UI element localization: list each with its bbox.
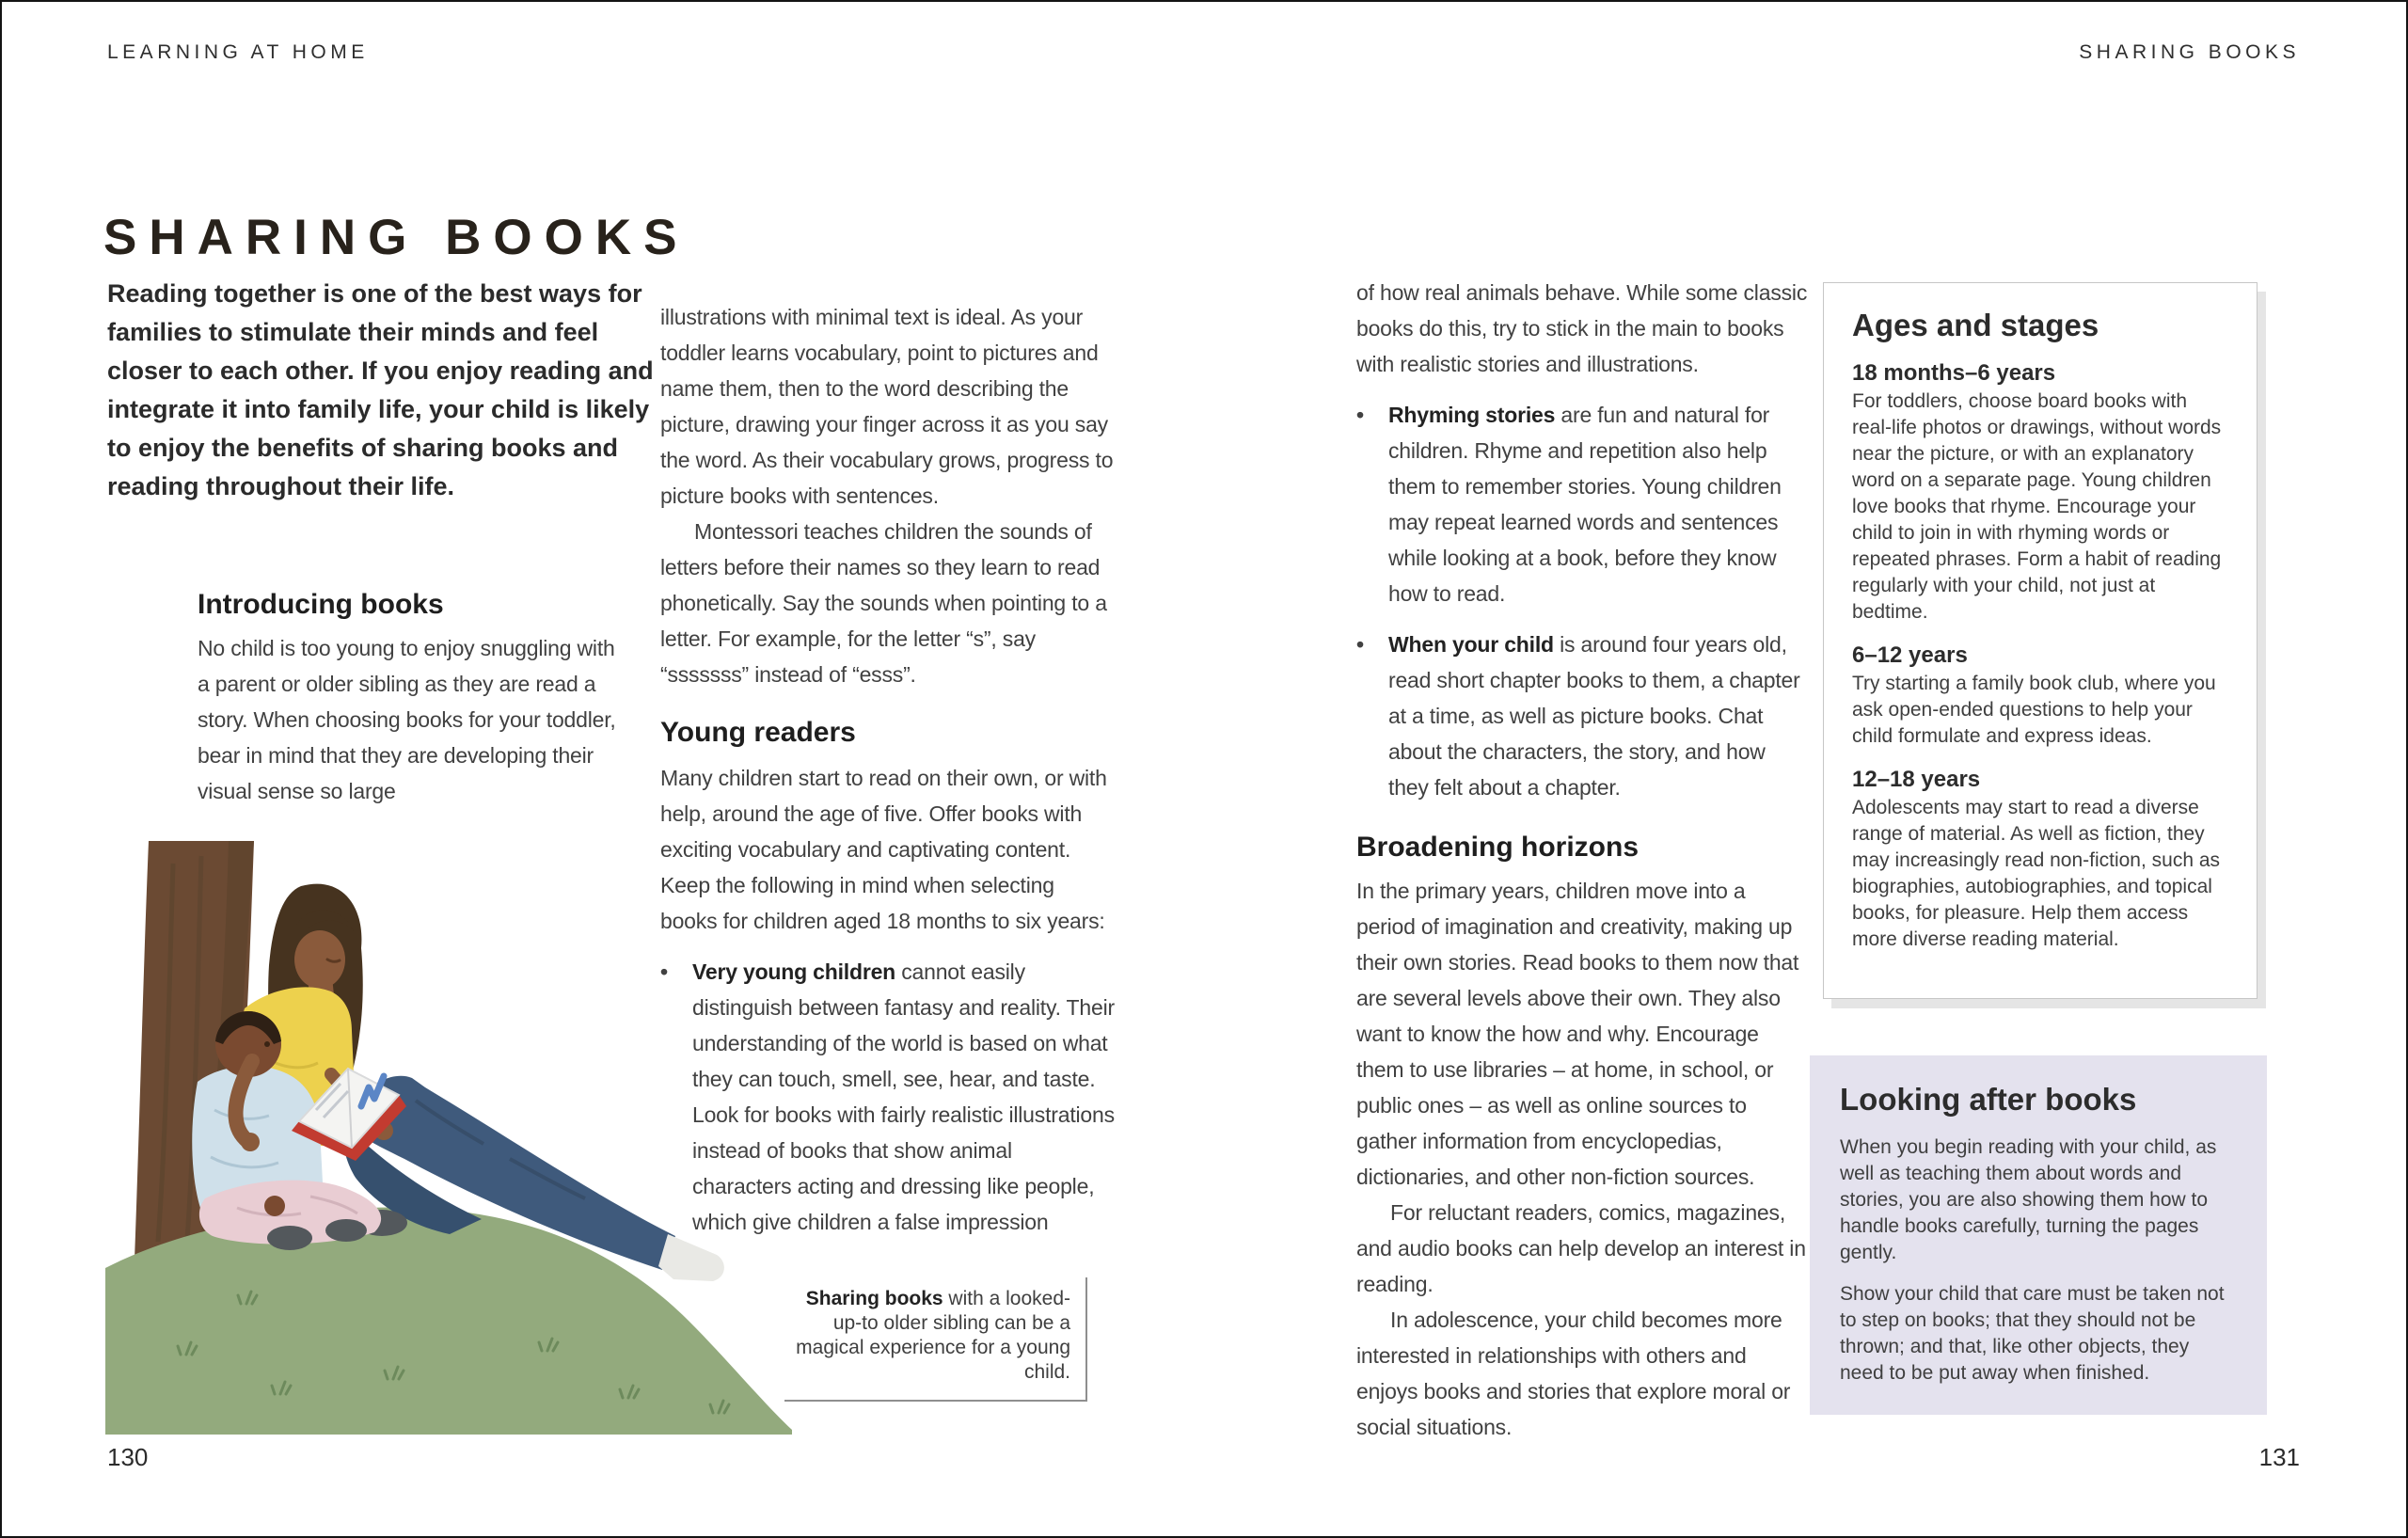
age-range-text: Try starting a family book club, where you ask open-ended questions to help your child formulate and express ideas.	[1852, 673, 2216, 747]
bullet-text: Very young children cannot easily distinguish between fantasy and reality. Their understanding of the world is based on what they can touch, smell, see, hear, and taste. Look for books with fairly realistic illustrations instead of books that show animal characters acting and dressing like people, which give children a false impression	[692, 959, 1115, 1234]
care-box-paragraph: Show your child that care must be taken not to step on books; that they should not be thrown; and that, like other objects, they need to be put away when finished.	[1840, 1283, 2225, 1384]
paragraph: In adolescence, your child becomes more interested in relationships with others and enjoys books and stories that explore moral or social situations.	[1356, 1308, 1791, 1439]
ages-box-title: Ages and stages	[1852, 308, 2099, 342]
bullet-dot: •	[1356, 632, 1364, 657]
illustration-caption: Sharing books with a looked-up-to older sibling can be a magical experience for a young child.	[784, 1277, 1087, 1402]
page-number-left: 130	[107, 1443, 149, 1471]
paragraph: of how real animals behave. While some classic books do this, try to stick in the main to books with realistic stories and illustrations.	[1356, 280, 1808, 376]
age-range-text: For toddlers, choose board books with real-life photos or drawings, without words near the picture, or with an explanatory word on a separate page. Young children love books that rhyme. Encourage your child to join in with rhyming words or repeated phrases. Form a habit of reading regularly with your child, not just at bedtime.	[1852, 390, 2222, 623]
broadening-horizons-heading: Broadening horizons	[1356, 832, 1639, 863]
column-1	[198, 587, 628, 809]
bullet-text: When your child is around four years old, read short chapter books to them, a chapter at a time, as well as picture books. Chat about the characters, the story, and how they felt about a chapter.	[1388, 632, 1800, 800]
page-title: SHARING BOOKS	[103, 209, 689, 265]
standfirst-paragraph: Reading together is one of the best ways for families to stimulate their minds and feel closer to each other. If you enjoy reading and integrate it into family life, your child is likely to enjoy the benefits of sharing books and reading throughout their life.	[107, 279, 654, 500]
grass-mound	[105, 1207, 792, 1435]
paragraph: For reluctant readers, comics, magazines, and audio books can help develop an interest in reading.	[1356, 1200, 1806, 1296]
introducing-books-heading: Introducing books	[198, 589, 444, 620]
age-range-heading: 12–18 years	[1852, 767, 1981, 792]
running-head-right: SHARING BOOKS	[2079, 41, 2300, 63]
paragraph: illustrations with minimal text is ideal. As your toddler learns vocabulary, point to pictures and name them, then to the word describing the picture, drawing your finger across it as you say the word. As their vocabulary grows, progress to picture books with sentences.	[660, 305, 1114, 508]
paragraph: Many children start to read on their own, or with help, around the age of five. Offer books with exciting vocabulary and captivating content. Keep the following in mind when selecting books for children aged 18 months to six years:	[660, 766, 1107, 933]
bullet-text: Rhyming stories are fun and natural for children. Rhyme and repetition also help them to remember stories. Young children may repeat learned words and sentences while looking at a book, before they know how to read.	[1388, 403, 1782, 606]
paragraph: Montessori teaches children the sounds of letters before their names so they learn to read phonetically. Say the sounds when pointing to a letter. For example, for the letter “s”, say “sssssss” instead of “esss”.	[660, 519, 1107, 687]
age-range-heading: 6–12 years	[1852, 642, 1968, 668]
column-3	[1356, 275, 1808, 1445]
ages-and-stages-box	[1823, 282, 2258, 999]
bullet-dot: •	[1356, 403, 1364, 427]
reading-illustration	[105, 828, 792, 1435]
young-readers-heading: Young readers	[660, 717, 856, 748]
bullet-dot: •	[660, 959, 668, 984]
bullet-item	[1356, 397, 1808, 611]
running-head-left: LEARNING AT HOME	[107, 41, 369, 63]
introducing-books-body: No child is too young to enjoy snuggling with a parent or older sibling as they are read a story. When choosing books for your toddler, bear in mind that they are developing their visual sense so large	[198, 636, 616, 803]
age-range-text: Adolescents may start to read a diverse range of material. As well as fiction, they may increasingly read non-fiction, such as biographies, autobiographies, and topical books, for pleasure. Help them access more diverse reading material.	[1852, 797, 2221, 950]
looking-after-books-box	[1810, 1055, 2267, 1415]
paragraph: In the primary years, children move into a period of imagination and creativity, making up their own stories. Read books to them now that are several levels above their own. They also want to know the how and why. Encourage them to use libraries – at home, in school, or public ones – as well as online sources to gather information from encyclopedias, dictionaries, and other non-fiction sources.	[1356, 879, 1799, 1189]
care-box-title: Looking after books	[1840, 1082, 2137, 1117]
page-number-right: 131	[2258, 1443, 2300, 1471]
care-box-paragraph: When you begin reading with your child, as well as teaching them about words and stories, you are also showing them how to handle books carefully, turning the pages gently.	[1840, 1136, 2217, 1263]
bullet-item	[1356, 626, 1808, 805]
age-range-heading: 18 months–6 years	[1852, 360, 2056, 386]
